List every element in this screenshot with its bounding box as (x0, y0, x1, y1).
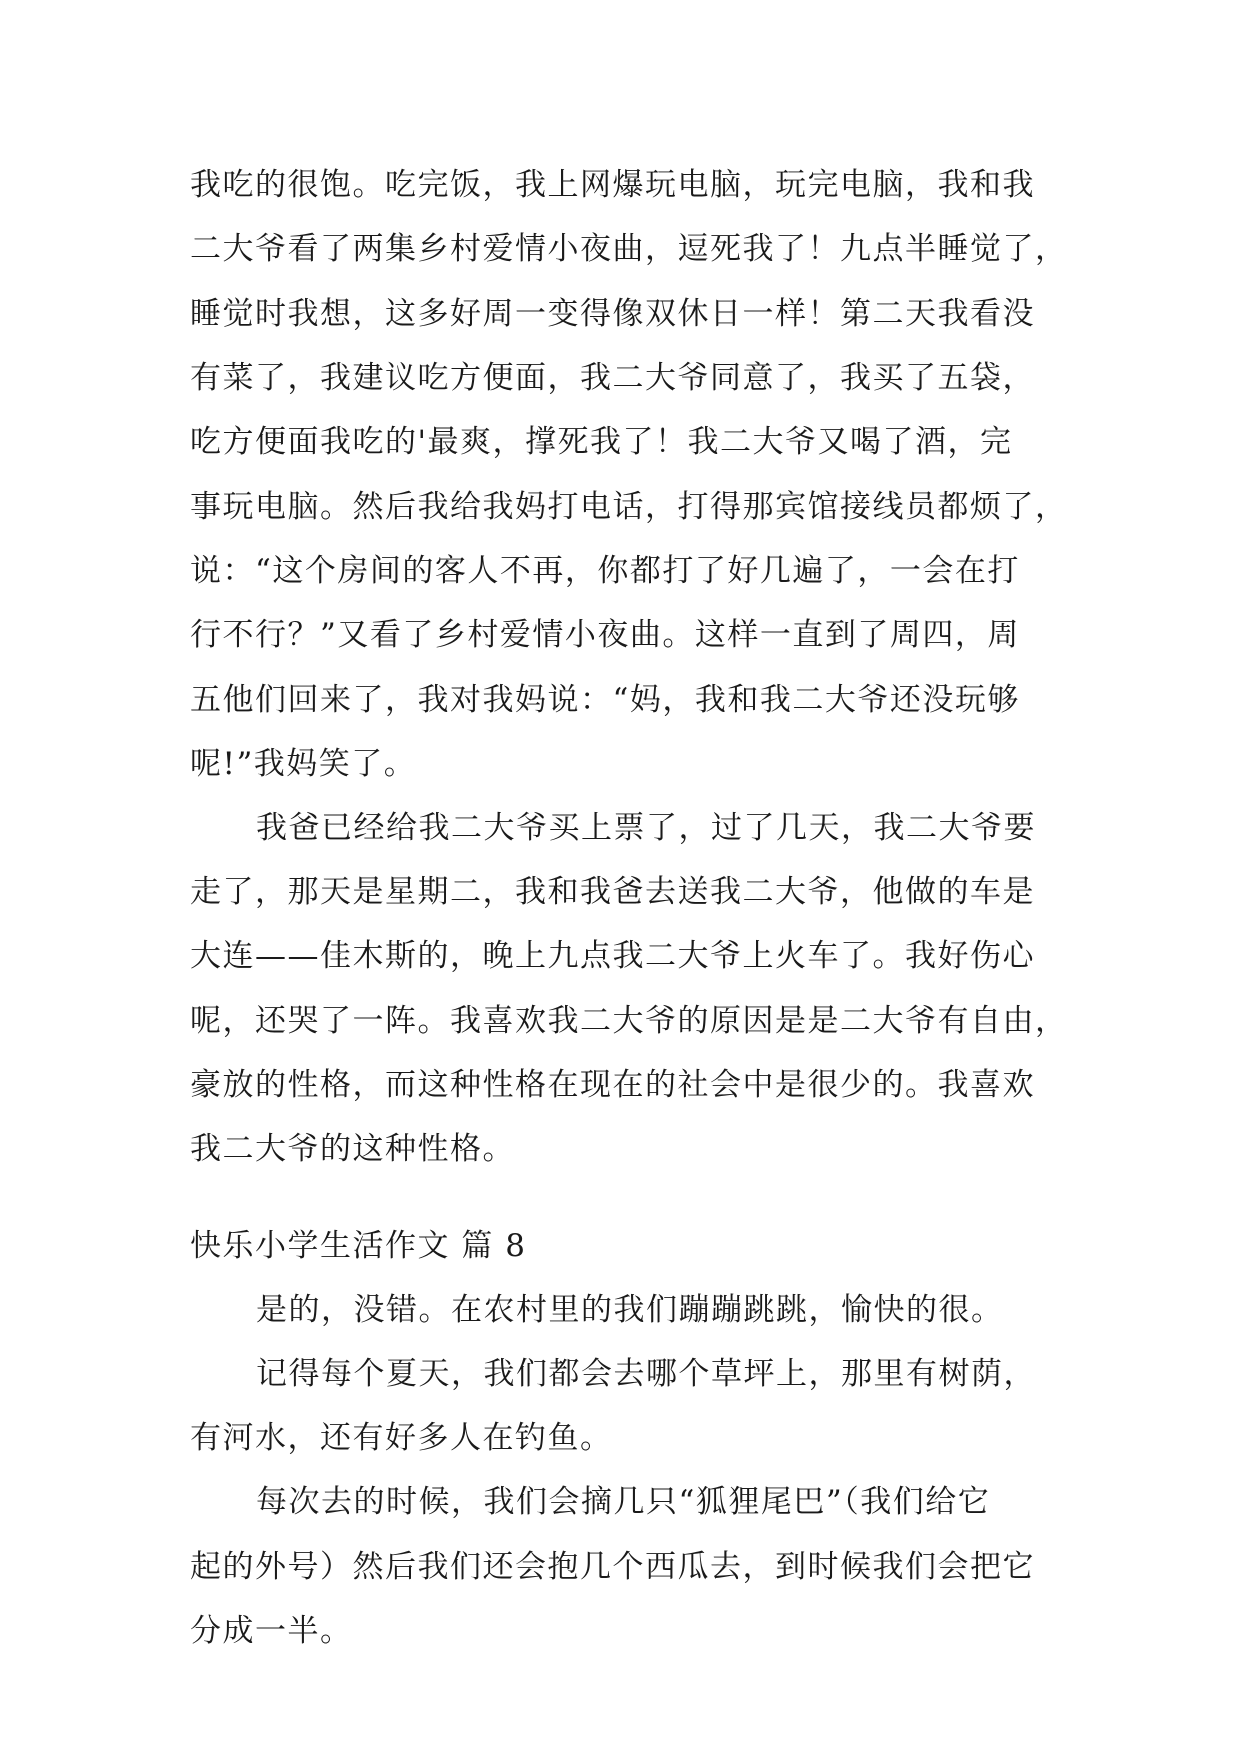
paragraph-line: 是的，没错。在农村里的我们蹦蹦跳跳，愉快的很。 (256, 1292, 1004, 1328)
paragraph-line: 我二大爷的这种性格。 (190, 1131, 515, 1167)
paragraph-line: 吃方便面我吃的'最爽，撑死我了！我二大爷又喝了酒，完 (190, 424, 1013, 460)
paragraph-line: 呢，还哭了一阵。我喜欢我二大爷的原因是是二大爷有自由， (190, 1003, 1068, 1039)
paragraph-line: 我爸已经给我二大爷买上票了，过了几天，我二大爷要 (256, 810, 1036, 846)
paragraph-line: 呢!”我妈笑了。 (190, 746, 417, 782)
paragraph-line: 行不行？”又看了乡村爱情小夜曲。这样一直到了周四，周 (190, 617, 1020, 653)
paragraph-line: 记得每个夏天，我们都会去哪个草坪上，那里有树荫， (256, 1356, 1036, 1392)
paragraph-line: 大连——佳木斯的，晚上九点我二大爷上火车了。我好伤心 (190, 938, 1035, 974)
paragraph-line: 豪放的性格，而这种性格在现在的社会中是很少的。我喜欢 (190, 1067, 1035, 1103)
paragraph-line: 有菜了，我建议吃方便面，我二大爷同意了，我买了五袋， (190, 360, 1035, 396)
paragraph-line: 走了，那天是星期二，我和我爸去送我二大爷，他做的车是 (190, 874, 1035, 910)
section-title: 快乐小学生活作文 篇 8 (190, 1228, 527, 1264)
paragraph-line: 每次去的时候，我们会摘几只“狐狸尾巴”（我们给它 (256, 1484, 991, 1520)
paragraph-line: 分成一半。 (190, 1613, 353, 1649)
paragraph-line: 说：“这个房间的客人不再，你都打了好几遍了，一会在打 (190, 553, 1020, 589)
paragraph-line: 睡觉时我想，这多好周一变得像双休日一样！第二天我看没 (190, 296, 1035, 332)
paragraph-line: 二大爷看了两集乡村爱情小夜曲，逗死我了！九点半睡觉了， (190, 231, 1068, 267)
paragraph-line: 起的外号）然后我们还会抱几个西瓜去，到时候我们会把它 (190, 1549, 1035, 1585)
paragraph-line: 我吃的很饱。吃完饭，我上网爆玩电脑，玩完电脑，我和我 (190, 167, 1035, 203)
paragraph-line: 事玩电脑。然后我给我妈打电话，打得那宾馆接线员都烦了， (190, 489, 1068, 525)
paragraph-line: 五他们回来了，我对我妈说：“妈，我和我二大爷还没玩够 (190, 682, 1020, 718)
paragraph-line: 有河水，还有好多人在钓鱼。 (190, 1420, 613, 1456)
